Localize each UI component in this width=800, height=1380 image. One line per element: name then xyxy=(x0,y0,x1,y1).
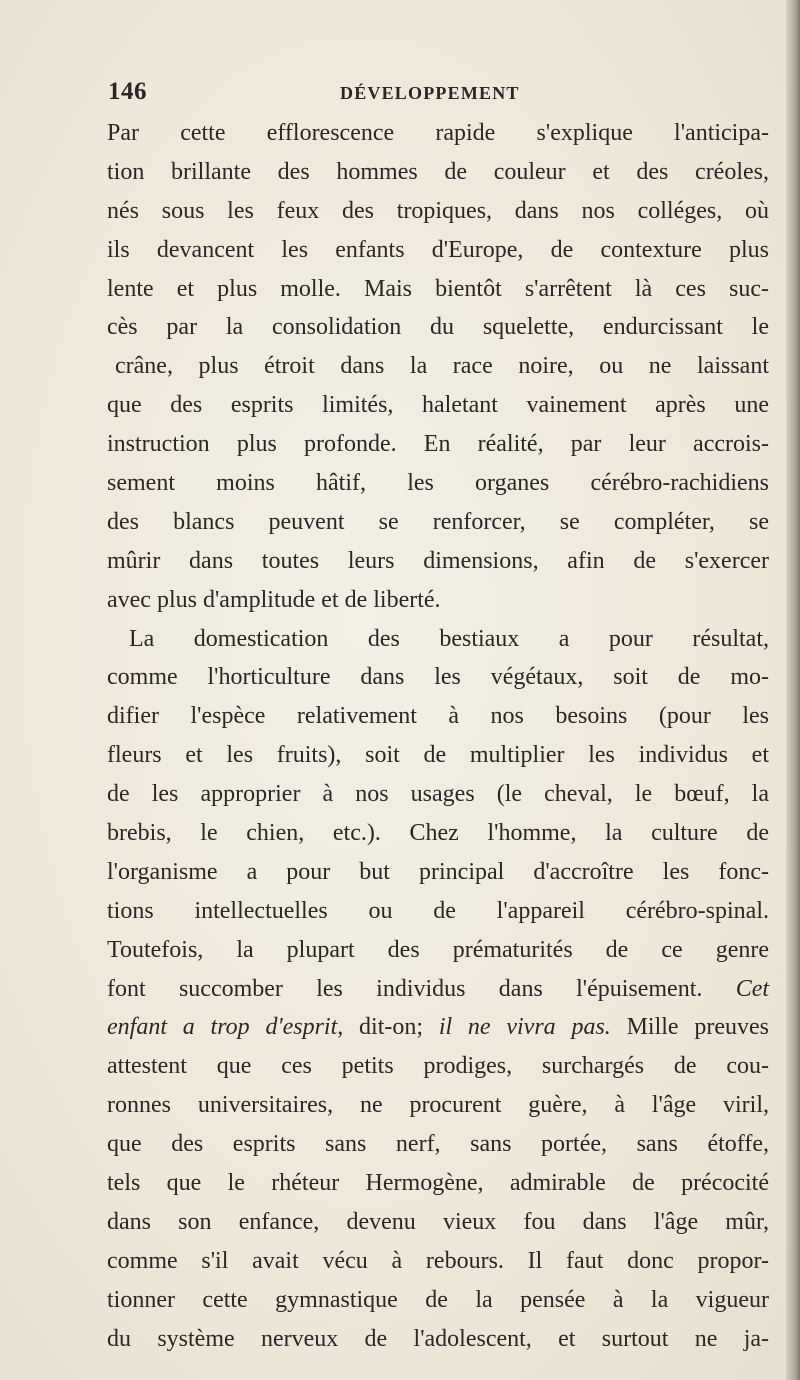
page-edge-shadow xyxy=(786,0,800,1380)
italic-text: Cet xyxy=(735,975,770,1002)
text-line-mixed xyxy=(107,1008,769,1047)
page-header xyxy=(108,78,748,112)
text-line: tels que le rhéteur Hermogène, admirable de précocité xyxy=(107,1170,769,1197)
text-line: avec plus d'amplitude et de liberté. xyxy=(107,586,441,613)
text-line: mûrir dans toutes leurs dimensions, afin de s'exercer xyxy=(107,547,769,574)
text-line: que des esprits limités, haletant vainement après une xyxy=(107,392,769,419)
text-segment: Mille preuves xyxy=(610,1014,769,1041)
text-line: lente et plus molle. Mais bientôt s'arrêtent là ces suc- xyxy=(107,275,769,302)
text-line: comme l'horticulture dans les végétaux, soit de mo- xyxy=(107,664,769,691)
text-line: des blancs peuvent se renforcer, se compléter, se xyxy=(107,508,769,535)
text-line: crâne, plus étroit dans la race noire, ou ne laissant xyxy=(115,353,769,380)
italic-text: enfant a trop d'esprit, xyxy=(107,1014,344,1041)
text-line: ronnes universitaires, ne procurent guère, à l'âge viril, xyxy=(107,1092,769,1119)
text-line: tionner cette gymnastique de la pensée à la vigueur xyxy=(107,1286,769,1313)
text-line: cès par la consolidation du squelette, endurcissant le xyxy=(107,314,769,341)
text-line: comme s'il avait vécu à rebours. Il faut donc propor- xyxy=(107,1247,769,1274)
text-line: l'organisme a pour but principal d'accroître les fonc- xyxy=(107,858,769,885)
text-line: du système nerveux de l'adolescent, et surtout ne ja- xyxy=(107,1325,769,1352)
text-line: dans son enfance, devenu vieux fou dans l'âge mûr, xyxy=(107,1208,769,1235)
text-line: attestent que ces petits prodiges, surchargés de cou- xyxy=(107,1053,769,1080)
body-text xyxy=(107,114,769,1359)
text-line: Toutefois, la plupart des prématurités de ce genre xyxy=(107,936,769,963)
text-line: Par cette efflorescence rapide s'explique l'anticipa- xyxy=(107,120,769,146)
text-line: que des esprits sans nerf, sans portée, sans étoffe, xyxy=(107,1131,769,1158)
running-head: DÉVELOPPEMENT xyxy=(340,83,520,103)
text-line: fleurs et les fruits), soit de multiplier les individus et xyxy=(107,742,769,769)
text-line: tions intellectuelles ou de l'appareil cérébro-spinal. xyxy=(107,897,769,924)
text-line: nés sous les feux des tropiques, dans nos colléges, où xyxy=(107,197,769,224)
page-number: 146 xyxy=(108,78,147,105)
text-segment: font succomber les individus dans l'épuisement. xyxy=(107,975,703,1002)
text-line: de les approprier à nos usages (le cheval, le bœuf, la xyxy=(107,781,769,808)
text-line-mixed xyxy=(107,970,769,1009)
text-line: brebis, le chien, etc.). Chez l'homme, la culture de xyxy=(107,820,769,847)
text-line: sement moins hâtif, les organes cérébro-rachidiens xyxy=(107,470,769,497)
italic-text: il ne vivra pas. xyxy=(438,1014,611,1041)
text-line: tion brillante des hommes de couleur et des créoles, xyxy=(107,158,769,185)
text-segment: dit-on; xyxy=(343,1014,439,1041)
text-line: instruction plus profonde. En réalité, par leur accrois- xyxy=(107,431,769,458)
text-line: ils devancent les enfants d'Europe, de contexture plus xyxy=(107,236,769,263)
text-line: difier l'espèce relativement à nos besoins (pour les xyxy=(107,703,769,730)
text-line-paragraph-start: La domestication des bestiaux a pour résultat, xyxy=(129,625,769,652)
